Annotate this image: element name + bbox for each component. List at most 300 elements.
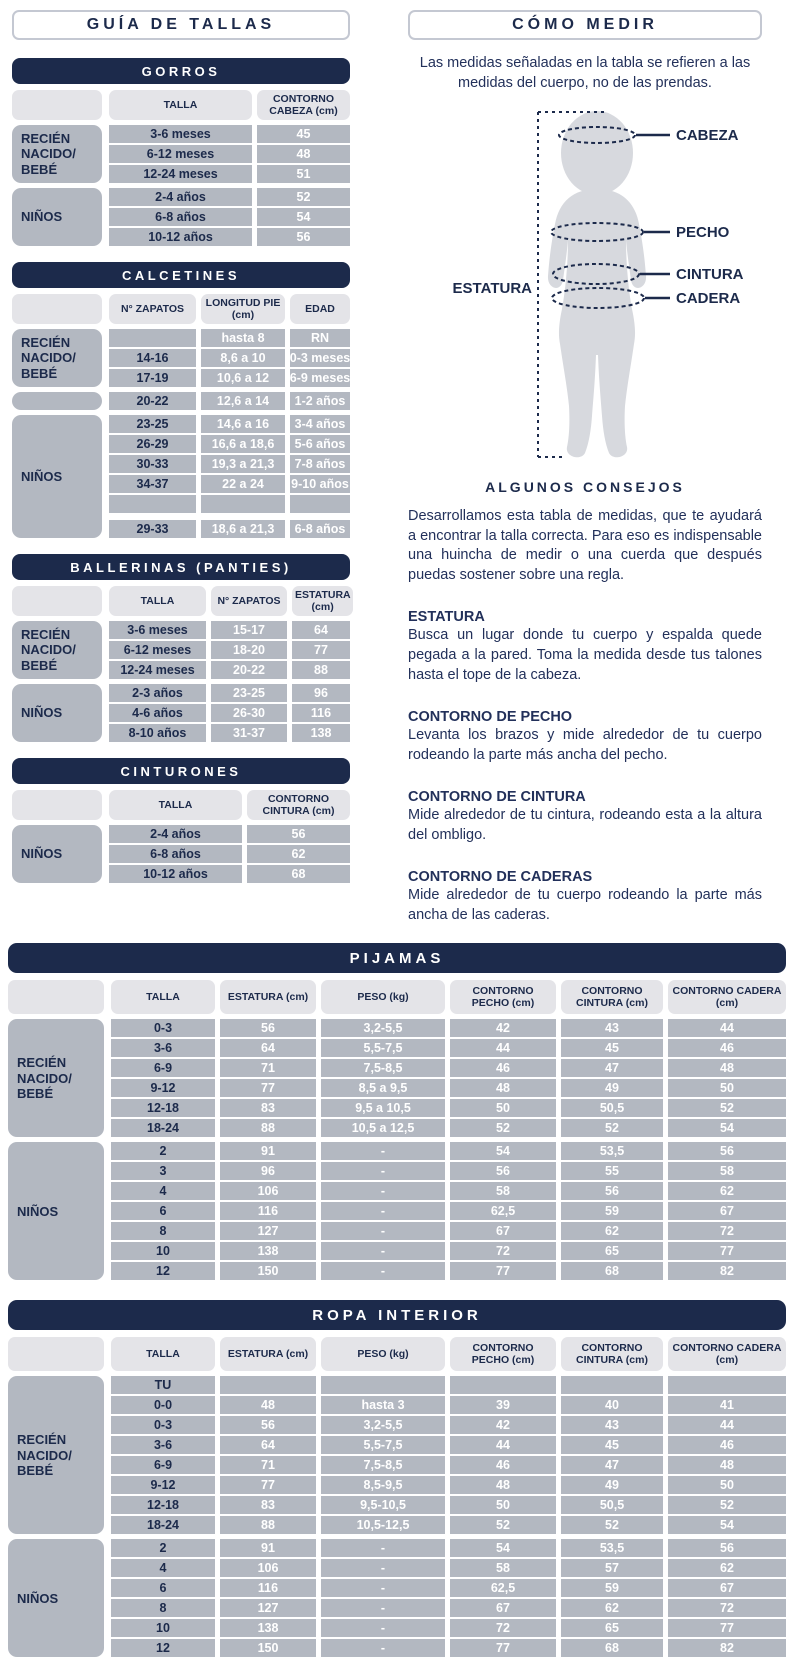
table-cell: 52 xyxy=(668,1496,786,1514)
table-row xyxy=(111,1099,786,1117)
table-cell: 18,6 a 21,3 xyxy=(201,520,285,538)
table-cell xyxy=(450,1376,556,1394)
table-ballerinas xyxy=(12,554,350,742)
table-group xyxy=(12,621,350,679)
column-header: N° ZAPATOS xyxy=(211,586,287,616)
table-row xyxy=(109,228,350,246)
table-row xyxy=(109,520,350,538)
table-cell: 116 xyxy=(220,1202,316,1220)
table-cell: 50 xyxy=(668,1079,786,1097)
table-cell: 48 xyxy=(450,1079,556,1097)
table-title-bar: ROPA INTERIOR xyxy=(8,1300,786,1330)
table-cell: 6-9 xyxy=(111,1456,215,1474)
table-cell: 82 xyxy=(668,1639,786,1657)
table-cell: 77 xyxy=(220,1476,316,1494)
table-group xyxy=(12,329,350,387)
table-cell: 2 xyxy=(111,1142,215,1160)
table-cell: 7,5-8,5 xyxy=(321,1059,445,1077)
table-cell: 72 xyxy=(450,1242,556,1260)
table-cell: 83 xyxy=(220,1099,316,1117)
right-column xyxy=(408,10,762,925)
table-row xyxy=(111,1142,786,1160)
table-cell: 3-6 xyxy=(111,1039,215,1057)
table-cell: 48 xyxy=(220,1396,316,1414)
page-title-right: CÓMO MEDIR xyxy=(408,10,762,40)
table-row xyxy=(111,1476,786,1494)
table-cell: 62 xyxy=(668,1182,786,1200)
table-cell: TU xyxy=(111,1376,215,1394)
group-label: NIÑOS xyxy=(12,684,102,742)
table-cell: 127 xyxy=(220,1222,316,1240)
table-cell: - xyxy=(321,1579,445,1597)
group-label: NIÑOS xyxy=(8,1142,104,1280)
table-cell: 68 xyxy=(247,865,350,883)
table-cell: 71 xyxy=(220,1456,316,1474)
table-cell: 65 xyxy=(561,1242,663,1260)
table-cell: 6-8 años xyxy=(290,520,350,538)
column-header: CONTORNO PECHO (cm) xyxy=(450,980,556,1014)
table-cell: 106 xyxy=(220,1182,316,1200)
table-cell: 2-3 años xyxy=(109,684,206,702)
table-cell: 3 xyxy=(111,1162,215,1180)
table-row xyxy=(111,1619,786,1637)
table-group xyxy=(12,125,350,183)
table-cell: 54 xyxy=(257,208,350,226)
table-cell: 44 xyxy=(450,1039,556,1057)
table-cell: 48 xyxy=(257,145,350,163)
table-cell: - xyxy=(321,1142,445,1160)
table-cell: 77 xyxy=(450,1639,556,1657)
table-cell: - xyxy=(321,1559,445,1577)
table-cell: 56 xyxy=(257,228,350,246)
table-cell: 6-9 meses xyxy=(290,371,350,385)
table-cell: 62 xyxy=(668,1559,786,1577)
column-header: PESO (kg) xyxy=(321,1337,445,1371)
table-cell: 40 xyxy=(561,1396,663,1414)
table-cell: 12,6 a 14 xyxy=(201,392,285,410)
table-row xyxy=(111,1376,786,1394)
table-group xyxy=(12,825,350,883)
table-cell: 67 xyxy=(668,1202,786,1220)
table-title-bar: GORROS xyxy=(12,58,350,84)
table-cell: 20-22 xyxy=(211,661,287,679)
table-row xyxy=(111,1222,786,1240)
table-row xyxy=(109,724,350,742)
table-cell: 8 xyxy=(111,1599,215,1617)
table-cell: 41 xyxy=(668,1396,786,1414)
table-row xyxy=(111,1262,786,1280)
table-cell: 83 xyxy=(220,1496,316,1514)
table-cell: 23-25 xyxy=(109,415,196,433)
table-row xyxy=(109,392,350,410)
table-cell: 47 xyxy=(561,1456,663,1474)
tip-estatura xyxy=(408,609,762,685)
table-cell: 46 xyxy=(450,1456,556,1474)
column-header: LONGITUD PIE (cm) xyxy=(201,294,285,324)
table-cell: 5,5-7,5 xyxy=(321,1039,445,1057)
table-cell: - xyxy=(321,1262,445,1280)
table-cell: 55 xyxy=(561,1162,663,1180)
tip-heading: CONTORNO DE CINTURA xyxy=(408,789,586,806)
table-cell: - xyxy=(321,1639,445,1657)
tip-heading: ESTATURA xyxy=(408,609,485,626)
page-title-left: GUÍA DE TALLAS xyxy=(12,10,350,40)
table-cell: 3-6 meses xyxy=(109,125,252,143)
table-cell: 12-24 meses xyxy=(109,661,206,679)
table-cell: 77 xyxy=(668,1619,786,1637)
header-spacer xyxy=(8,980,104,1014)
column-header: EDAD xyxy=(290,294,350,324)
table-cell: 5-6 años xyxy=(290,435,350,453)
table-cell: 67 xyxy=(450,1599,556,1617)
table-cell: 18-20 xyxy=(211,641,287,659)
group-label: NIÑOS xyxy=(12,415,102,538)
table-cell xyxy=(201,495,285,513)
table-cell: 48 xyxy=(450,1476,556,1494)
table-cell: 138 xyxy=(220,1242,316,1260)
table-cell: 0-3 meses xyxy=(290,351,350,365)
table-cell: 7-8 años xyxy=(290,455,350,473)
table-cell: 62 xyxy=(561,1222,663,1240)
table-row xyxy=(109,208,350,226)
table-row xyxy=(111,1396,786,1414)
table-group xyxy=(8,1142,786,1280)
table-cell: 8 xyxy=(111,1222,215,1240)
table-cell: - xyxy=(321,1599,445,1617)
table-cell: 91 xyxy=(220,1142,316,1160)
table-cell: 3,2-5,5 xyxy=(321,1019,445,1037)
table-cell: 56 xyxy=(220,1019,316,1037)
table-row xyxy=(111,1119,786,1137)
column-header: CONTORNO CINTURA (cm) xyxy=(247,790,350,820)
table-row xyxy=(111,1416,786,1434)
table-cell: 6 xyxy=(111,1202,215,1220)
table-row xyxy=(111,1496,786,1514)
column-header: CONTORNO CINTURA (cm) xyxy=(561,980,663,1014)
column-header: TALLA xyxy=(109,90,252,120)
table-cell: 53,5 xyxy=(561,1142,663,1160)
table-cell xyxy=(109,329,196,347)
table-row xyxy=(111,1242,786,1260)
table-cell: 9-12 xyxy=(111,1476,215,1494)
table-cell: 116 xyxy=(292,704,350,722)
column-header: PESO (kg) xyxy=(321,980,445,1014)
table-cell: 88 xyxy=(220,1119,316,1137)
table-cell: 9,5 a 10,5 xyxy=(321,1099,445,1117)
header-spacer xyxy=(12,586,102,616)
table-cell: 91 xyxy=(220,1539,316,1557)
table-cell: 30-33 xyxy=(109,455,196,473)
table-row xyxy=(109,661,350,679)
table-cell: 3-6 meses xyxy=(109,621,206,639)
table-cell xyxy=(321,1376,445,1394)
header-spacer xyxy=(12,790,102,820)
table-cell: 77 xyxy=(668,1242,786,1260)
table-cell: 10-12 años xyxy=(109,228,252,246)
table-row xyxy=(111,1059,786,1077)
table-cell: 3,2-5,5 xyxy=(321,1416,445,1434)
table-cell: 127 xyxy=(220,1599,316,1617)
table-cell xyxy=(290,495,350,513)
table-row xyxy=(111,1516,786,1534)
table-cell: 7,5-8,5 xyxy=(321,1456,445,1474)
table-cell: 9-10 años xyxy=(291,477,349,491)
table-cell: 67 xyxy=(668,1579,786,1597)
table-row xyxy=(109,455,350,473)
table-cell: 14,6 a 16 xyxy=(201,415,285,433)
table-cell: 52 xyxy=(450,1119,556,1137)
table-cell: 4 xyxy=(111,1559,215,1577)
table-cell: 42 xyxy=(450,1019,556,1037)
table-cell: 56 xyxy=(668,1539,786,1557)
table-cell: 10,5 a 12,5 xyxy=(321,1119,445,1137)
table-row xyxy=(111,1079,786,1097)
table-cell: 8-10 años xyxy=(109,724,206,742)
table-cell: 64 xyxy=(220,1039,316,1057)
cadera-label: CADERA xyxy=(676,290,741,308)
table-row xyxy=(109,329,350,347)
table-row xyxy=(111,1579,786,1597)
table-cell: 53,5 xyxy=(561,1539,663,1557)
table-cell: 12-24 meses xyxy=(109,165,252,183)
table-cell: 82 xyxy=(668,1262,786,1280)
table-cell: 72 xyxy=(668,1599,786,1617)
tips-title: ALGUNOS CONSEJOS xyxy=(485,479,685,496)
column-header: ESTATURA (cm) xyxy=(220,1337,316,1371)
table-cell: - xyxy=(321,1182,445,1200)
table-cell: 14-16 xyxy=(109,349,196,367)
table-title-bar: CALCETINES xyxy=(12,262,350,288)
table-cell xyxy=(109,495,196,513)
table-gorros xyxy=(12,58,350,246)
table-cell: 10,6 a 12 xyxy=(201,369,285,387)
table-cell: 62 xyxy=(561,1599,663,1617)
table-cell: 77 xyxy=(450,1262,556,1280)
table-pijamas xyxy=(8,943,786,1280)
table-cell: 57 xyxy=(561,1559,663,1577)
table-cell: 46 xyxy=(668,1039,786,1057)
table-row xyxy=(111,1599,786,1617)
table-cell: 138 xyxy=(220,1619,316,1637)
table-cell: 16,6 a 18,6 xyxy=(201,435,285,453)
table-cell: 9-12 xyxy=(111,1079,215,1097)
table-cell: 65 xyxy=(561,1619,663,1637)
tip-text: Mide alrededor de tu cuerpo rodeando la parte más ancha de las caderas. xyxy=(408,887,762,923)
table-cell: 59 xyxy=(561,1202,663,1220)
table-title-bar: CINTURONES xyxy=(12,758,350,784)
tips-intro-text: Desarrollamos esta tabla de medidas, que te ayudará a encontrar la talla correcta. Para eso es indispensable una huincha de medir o una cuerda que después puedas sostener sobre una regla. xyxy=(408,508,762,583)
table-cell: 12 xyxy=(111,1639,215,1657)
table-row xyxy=(109,125,350,143)
table-cell: 2 xyxy=(111,1539,215,1557)
table-cell: 48 xyxy=(668,1059,786,1077)
table-cell: 58 xyxy=(668,1162,786,1180)
table-cell: 10-12 años xyxy=(109,865,242,883)
column-header: ESTATURA (cm) xyxy=(292,586,353,616)
table-row xyxy=(111,1039,786,1057)
tip-text: Levanta los brazos y mide alrededor de tu cuerpo rodeando la parte más ancha del pecho. xyxy=(408,727,762,763)
table-row xyxy=(111,1019,786,1037)
table-cell: 44 xyxy=(450,1436,556,1454)
table-cell: 1-2 años xyxy=(290,392,350,410)
table-cell: 62,5 xyxy=(450,1579,556,1597)
column-header: TALLA xyxy=(111,1337,215,1371)
table-cell: 12-18 xyxy=(111,1099,215,1117)
header-spacer xyxy=(12,294,102,324)
table-cell: 150 xyxy=(220,1639,316,1657)
table-cell: 26-30 xyxy=(211,704,287,722)
table-cell: 72 xyxy=(450,1619,556,1637)
table-cell: 3-4 años xyxy=(290,415,350,433)
table-cell: 4-6 años xyxy=(109,704,206,722)
table-cell: 58 xyxy=(450,1559,556,1577)
table-row xyxy=(109,845,350,863)
table-cell: 17-19 xyxy=(109,369,196,387)
table-title-bar: PIJAMAS xyxy=(8,943,786,973)
table-cell: 96 xyxy=(220,1162,316,1180)
table-cell: 67 xyxy=(450,1222,556,1240)
table-cell: 48 xyxy=(668,1456,786,1474)
table-row xyxy=(109,415,350,433)
table-ropa-interior xyxy=(8,1300,786,1657)
table-cell: 49 xyxy=(561,1079,663,1097)
table-cell: 88 xyxy=(220,1516,316,1534)
table-group xyxy=(12,684,350,742)
tip-contorno-cintura xyxy=(408,789,762,845)
table-cell: 68 xyxy=(561,1639,663,1657)
table-cell: 23-25 xyxy=(211,684,287,702)
table-cell: - xyxy=(321,1222,445,1240)
table-cell: 8,5-9,5 xyxy=(321,1476,445,1494)
table-row xyxy=(109,188,350,206)
table-cell: 6-12 meses xyxy=(109,641,206,659)
table-cell: 0-3 xyxy=(111,1416,215,1434)
table-cell: 50 xyxy=(450,1099,556,1117)
table-row xyxy=(111,1162,786,1180)
tip-heading: CONTORNO DE PECHO xyxy=(408,709,573,726)
table-cell: 0-3 xyxy=(111,1019,215,1037)
table-cell: 77 xyxy=(220,1079,316,1097)
table-cell: 26-29 xyxy=(109,435,196,453)
table-cell: 15-17 xyxy=(211,621,287,639)
table-row xyxy=(111,1456,786,1474)
table-cell: 44 xyxy=(668,1019,786,1037)
table-calcetines xyxy=(12,262,350,538)
table-cell: 52 xyxy=(450,1516,556,1534)
tip-heading: CONTORNO DE CADERAS xyxy=(408,869,593,886)
table-row xyxy=(109,475,350,493)
table-cell: 56 xyxy=(561,1182,663,1200)
table-cell: 18-24 xyxy=(111,1516,215,1534)
table-row xyxy=(109,641,350,659)
table-cell: 19,3 a 21,3 xyxy=(201,455,285,473)
column-header: TALLA xyxy=(111,980,215,1014)
table-cell: 56 xyxy=(668,1142,786,1160)
table-cell: 54 xyxy=(668,1119,786,1137)
table-cell: 5,5-7,5 xyxy=(321,1436,445,1454)
tip-contorno-caderas xyxy=(408,869,762,925)
table-cell: 31-37 xyxy=(211,724,287,742)
table-cell: 8,6 a 10 xyxy=(201,349,285,367)
group-label: NIÑOS xyxy=(8,1539,104,1657)
table-cell: 96 xyxy=(292,684,350,702)
group-label xyxy=(12,392,102,410)
table-cell: 10 xyxy=(111,1242,215,1260)
table-cell: 18-24 xyxy=(111,1119,215,1137)
table-cell: - xyxy=(321,1619,445,1637)
group-label: RECIÉN NACIDO/ BEBÉ xyxy=(8,1376,104,1534)
table-row xyxy=(109,865,350,883)
pecho-label: PECHO xyxy=(676,224,730,242)
table-cell: 46 xyxy=(450,1059,556,1077)
table-cell: 44 xyxy=(668,1416,786,1434)
table-row xyxy=(109,704,350,722)
table-group xyxy=(12,188,350,246)
table-row xyxy=(109,435,350,453)
table-cell: 52 xyxy=(668,1099,786,1117)
column-header: CONTORNO CINTURA (cm) xyxy=(561,1337,663,1371)
group-label: RECIÉN NACIDO/ BEBÉ xyxy=(12,329,102,387)
column-header: ESTATURA (cm) xyxy=(220,980,316,1014)
table-group xyxy=(12,392,350,410)
table-cell: 64 xyxy=(220,1436,316,1454)
table-cell: 42 xyxy=(450,1416,556,1434)
measure-intro-text: Las medidas señaladas en la tabla se refieren a las medidas del cuerpo, no de las prendas. xyxy=(419,55,751,91)
table-row xyxy=(109,165,350,183)
table-cell: 56 xyxy=(450,1162,556,1180)
header-spacer xyxy=(12,90,102,120)
table-row xyxy=(109,621,350,639)
table-cell: 10,5-12,5 xyxy=(321,1516,445,1534)
table-cell: 116 xyxy=(220,1579,316,1597)
table-group xyxy=(8,1019,786,1137)
table-cell: 8,5 a 9,5 xyxy=(321,1079,445,1097)
table-row xyxy=(109,825,350,843)
table-cell: 50 xyxy=(668,1476,786,1494)
table-cell: 62,5 xyxy=(450,1202,556,1220)
column-header: CONTORNO CADERA (cm) xyxy=(668,1337,786,1371)
table-cell: 6-8 años xyxy=(109,845,242,863)
column-header: N° ZAPATOS xyxy=(109,294,196,324)
table-cell: 62 xyxy=(247,845,350,863)
table-cell xyxy=(668,1376,786,1394)
table-cell: 12 xyxy=(111,1262,215,1280)
column-header: CONTORNO PECHO (cm) xyxy=(450,1337,556,1371)
table-group xyxy=(12,415,350,538)
group-label: RECIÉN NACIDO/ BEBÉ xyxy=(12,125,102,183)
table-cell: 50,5 xyxy=(561,1496,663,1514)
table-title-bar: BALLERINAS (PANTIES) xyxy=(12,554,350,580)
table-row xyxy=(109,349,350,367)
table-cell: 54 xyxy=(450,1142,556,1160)
table-cell: 47 xyxy=(561,1059,663,1077)
table-cell: 52 xyxy=(257,188,350,206)
group-label: RECIÉN NACIDO/ BEBÉ xyxy=(12,621,102,679)
table-cell: hasta 8 xyxy=(201,329,285,347)
table-cell: 54 xyxy=(668,1516,786,1534)
estatura-label: ESTATURA xyxy=(452,280,532,298)
table-cinturones xyxy=(12,758,350,883)
table-cell: RN xyxy=(290,329,350,347)
table-cell: 4 xyxy=(111,1182,215,1200)
table-row xyxy=(111,1436,786,1454)
table-cell: 58 xyxy=(450,1182,556,1200)
group-label: NIÑOS xyxy=(12,825,102,883)
column-header: TALLA xyxy=(109,790,242,820)
column-header: TALLA xyxy=(109,586,206,616)
cintura-label: CINTURA xyxy=(676,266,744,284)
table-cell: 52 xyxy=(561,1516,663,1534)
